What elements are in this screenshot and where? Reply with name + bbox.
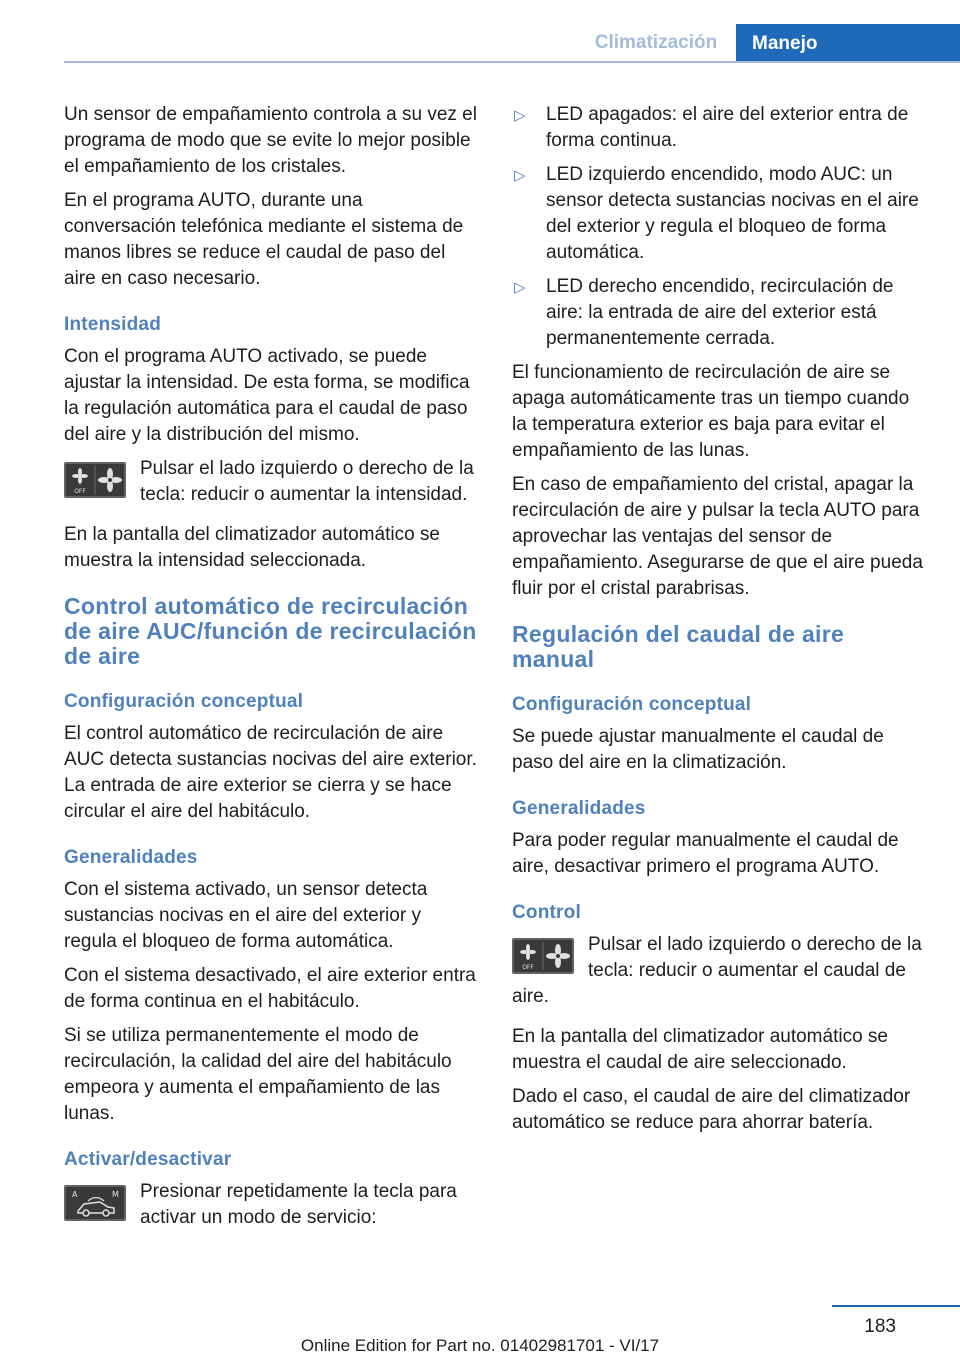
paragraph: Si se utiliza permanentemente el modo de recirculación, la calidad del aire del habitáculo empeora y aumenta el empañamiento de las lunas. [64, 1025, 452, 1124]
instruction-text: Pulsar el lado izquierdo o derecho de la tecla: reducir o aumentar la intensidad. [140, 458, 474, 505]
instruction-with-key [64, 1179, 478, 1231]
paragraph: Con el sistema activado, un sensor detecta sustancias nocivas en el aire del exterior y regula el bloqueo de forma automática. [64, 879, 428, 952]
bullet-triangle-icon: ▷ [514, 167, 526, 184]
paragraph: En la pantalla del climatizador automático se muestra el caudal de aire seleccionado. [512, 1026, 888, 1073]
page-number: 183 [864, 1316, 896, 1337]
paragraph: Para poder regular manualmente el caudal de aire, desactivar primero el programa AUTO. [512, 830, 899, 877]
svg-text:A: A [72, 1190, 78, 1199]
footer-rule [832, 1305, 960, 1307]
paragraph: El control automático de recirculación de aire AUC detecta sustancias nocivas del aire exterior. La entrada de aire exterior se cierra y se hace circular el aire del habitáculo. [64, 723, 477, 822]
tab-climatizacion[interactable]: Climatización [594, 32, 718, 53]
heading-configuracion: Configuración conceptual [512, 694, 752, 715]
page-header [0, 0, 960, 62]
paragraph: Con el sistema desactivado, el aire exterior entra de forma continua en el habitáculo. [64, 965, 476, 1012]
paragraph: Un sensor de empañamiento controla a su vez el programa de modo que se evite lo mejor posible el empañamiento de los cristales. [64, 104, 477, 177]
list-item: ▷ LED izquierdo encendido, modo AUC: un sensor detecta sustancias nocivas en el aire del exterior y regula el bloqueo de forma automática. [514, 164, 919, 263]
fan-key-icon [512, 938, 574, 974]
svg-text:OFF: OFF [74, 488, 86, 495]
list-item: ▷ LED apagados: el aire del exterior entra de forma continua. [514, 104, 909, 151]
paragraph: Se puede ajustar manualmente el caudal de paso del aire en la climatización. [512, 726, 884, 773]
instruction-text: Pulsar el lado izquierdo o derecho de la tecla: reducir o aumentar el caudal de aire. [512, 934, 922, 1007]
edition-footer: Online Edition for Part no. 01402981701 - VI/17 [300, 1336, 660, 1355]
svg-text:OFF: OFF [522, 964, 534, 971]
instruction-with-key [512, 932, 926, 1010]
instruction-with-key [64, 456, 478, 508]
paragraph: En caso de empañamiento del cristal, apagar la recirculación de aire y pulsar la tecla AUTO para aprovechar las ventajas del sensor de empañamiento. Asegurarse de que el aire pueda fluir por el cristal parabrisas. [512, 474, 923, 599]
paragraph: En el programa AUTO, durante una conversación telefónica mediante el sistema de manos libres se reduce el caudal de paso del aire en caso necesario. [64, 190, 464, 289]
header-rule [64, 61, 960, 63]
paragraph: En la pantalla del climatizador automático se muestra la intensidad seleccionada. [64, 524, 440, 571]
paragraph: El funcionamiento de recirculación de aire se apaga automáticamente tras un tiempo cuando la temperatura exterior es baja para evitar el empañamiento de las lunas. [512, 362, 910, 461]
heading-activar: Activar/desactivar [64, 1149, 232, 1170]
paragraph: Dado el caso, el caudal de aire del climatizador automático se reduce para ahorrar batería. [512, 1086, 911, 1133]
fan-key-icon [64, 462, 126, 498]
heading-control: Control [512, 902, 581, 923]
heading-regulacion-manual: Regulación del caudal de aire manual [512, 621, 845, 672]
heading-configuracion: Configuración conceptual [64, 691, 304, 712]
list-item: ▷ LED derecho encendido, recirculación de aire: la entrada de aire del exterior está permanentemente cerrada. [514, 276, 894, 349]
svg-text:M: M [112, 1190, 119, 1199]
heading-intensidad: Intensidad [64, 314, 162, 335]
heading-auc: Control automático de recirculación de aire AUC/función de recirculación de aire [64, 593, 477, 669]
bullet-triangle-icon: ▷ [514, 107, 526, 124]
heading-generalidades: Generalidades [512, 798, 646, 819]
paragraph: Con el programa AUTO activado, se puede ajustar la intensidad. De esta forma, se modifica la regulación automática para el caudal de paso del aire y la distribución del mismo. [64, 346, 470, 445]
heading-generalidades: Generalidades [64, 847, 198, 868]
tab-manejo[interactable]: Manejo [736, 24, 960, 63]
bullet-triangle-icon: ▷ [514, 279, 526, 296]
led-mode-list [512, 102, 926, 352]
left-column [64, 102, 478, 1245]
instruction-text: Presionar repetidamente la tecla para activar un modo de servicio: [140, 1181, 457, 1228]
auc-recirculation-key-icon [64, 1185, 126, 1221]
right-column [512, 102, 926, 1144]
